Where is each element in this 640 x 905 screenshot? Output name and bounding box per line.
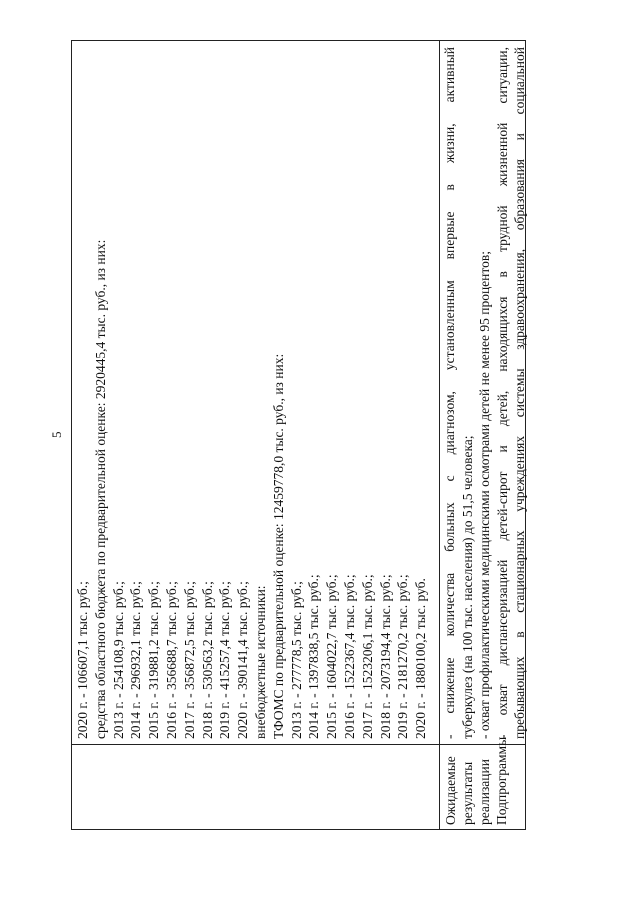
funding-line: 2015 г. - 1604022,7 тыс. руб.; — [324, 574, 340, 739]
results-line: - охват диспансеризацией детей-сирот и детей, находящихся в трудной жизненной ситуации, — [494, 47, 510, 739]
results-line: - охват профилактическими медицинскими осмотрами детей не менее 95 процентов; — [477, 251, 493, 739]
funding-line: средства областного бюджета по предварительной оценке: 2920445,4 тыс. руб., из них: — [92, 239, 108, 739]
funding-line: ТФОМС по предварительной оценке: 12459778,0 тыс. руб., из них: — [270, 353, 286, 739]
funding-line: 2020 г. - 390141,4 тыс. руб.; — [235, 581, 251, 739]
results-line: - снижение количества больных с диагнозом, установленным впервые в жизни, активный — [442, 47, 457, 739]
funding-cell — [74, 45, 430, 739]
funding-line: 2019 г. - 415257,4 тыс. руб.; — [217, 581, 233, 739]
funding-line: внебюджетные источники: — [252, 585, 268, 739]
funding-line: 2013 г. - 254108,9 тыс. руб.; — [110, 581, 126, 739]
results-label-line: Ожидаемые — [443, 756, 458, 825]
funding-line: 2016 г. - 1522367,4 тыс. руб.; — [341, 574, 357, 739]
program-table — [71, 40, 526, 830]
results-label-line: результаты — [460, 761, 475, 825]
results-label — [442, 736, 510, 825]
funding-line: 2020 г. - 1880100,2 тыс. руб. — [413, 578, 429, 739]
funding-line: 2017 г. - 1523206,1 тыс. руб.; — [359, 574, 375, 739]
funding-line: 2019 г. - 2181270,2 тыс. руб.; — [395, 574, 411, 739]
row-divider — [439, 41, 440, 829]
rotated-content — [49, 40, 541, 830]
funding-line: 2014 г. - 1397838,5 тыс. руб.; — [306, 574, 322, 739]
results-line: туберкулез (на 100 тыс. населения) до 51,5 человека; — [459, 435, 475, 739]
funding-line: 2013 г. - 277778,5 тыс. руб.; — [288, 581, 304, 739]
funding-line: 2015 г. - 319881,2 тыс. руб.; — [146, 581, 162, 739]
funding-line: 2016 г. - 356688,7 тыс. руб.; — [163, 581, 179, 739]
results-label-line: Подпрограммы — [494, 736, 509, 825]
column-divider — [72, 744, 525, 745]
results-cell — [441, 47, 529, 739]
funding-line: 2018 г. - 2073194,4 тыс. руб.; — [377, 574, 393, 739]
funding-line: 2017 г. - 356872,5 тыс. руб.; — [181, 581, 197, 739]
results-label-line: реализации — [477, 759, 492, 825]
funding-line: 2020 г. - 106607,1 тыс. руб.; — [75, 581, 90, 739]
results-line: пребывающих в стационарных учреждениях системы здравоохранения, образования и социальной — [512, 47, 528, 739]
page-number: 5 — [49, 431, 64, 438]
funding-line: 2014 г. - 296932,1 тыс. руб.; — [128, 581, 144, 739]
funding-line: 2018 г. - 530563,2 тыс. руб.; — [199, 581, 215, 739]
